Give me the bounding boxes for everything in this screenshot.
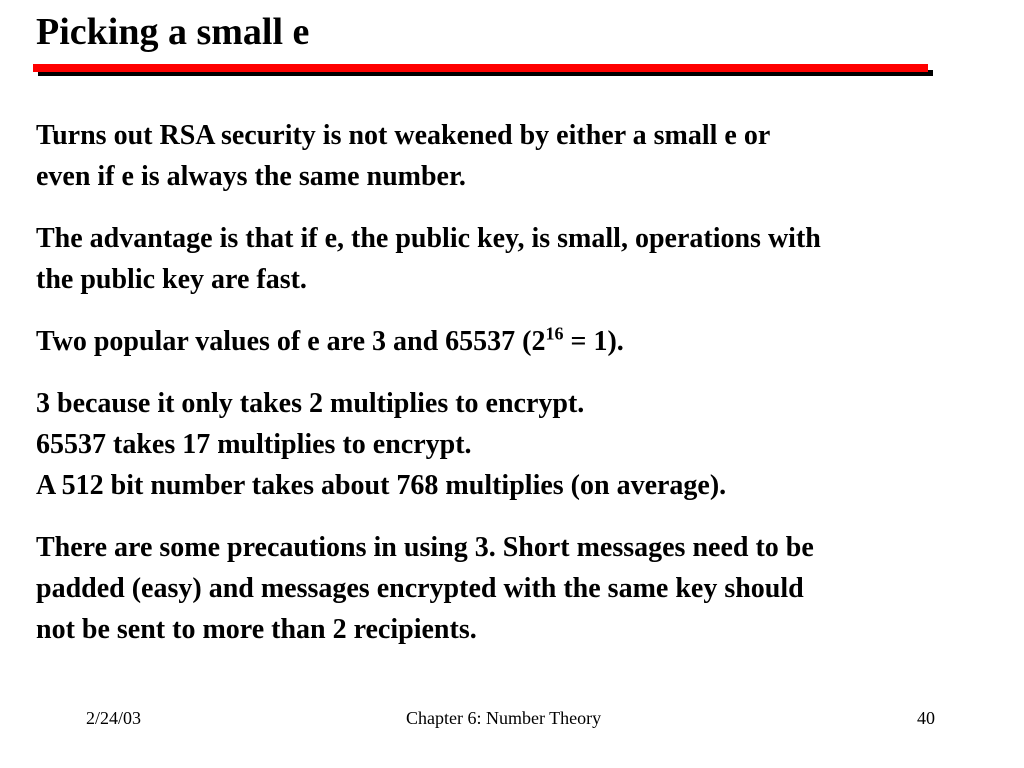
footer-page-number: 40 bbox=[917, 708, 935, 728]
paragraph-line: Turns out RSA security is not weakened by either a small e or bbox=[36, 120, 771, 151]
paragraph-advantage bbox=[36, 218, 996, 300]
title-rule bbox=[33, 64, 928, 72]
paragraph-line: the public key are fast. bbox=[36, 264, 307, 295]
paragraph-line: not be sent to more than 2 recipients. bbox=[36, 614, 477, 645]
popular-values-suffix: = 1). bbox=[563, 326, 624, 357]
footer-date: 2/24/03 bbox=[86, 708, 142, 728]
paragraph-line: A 512 bit number takes about 768 multiplies (on average). bbox=[36, 470, 727, 501]
paragraph-rsa-security bbox=[36, 115, 996, 197]
paragraph-line: even if e is always the same number. bbox=[36, 161, 466, 192]
paragraph-line: padded (easy) and messages encrypted with the same key should bbox=[36, 573, 804, 604]
paragraph-popular-values bbox=[36, 321, 996, 362]
paragraph-line bbox=[36, 321, 996, 362]
paragraph-multiplies bbox=[36, 383, 996, 506]
exponent: 16 bbox=[545, 323, 564, 344]
paragraph-line: 3 because it only takes 2 multiplies to encrypt. bbox=[36, 388, 585, 419]
paragraph-line: There are some precautions in using 3. Short messages need to be bbox=[36, 532, 814, 563]
footer-chapter: Chapter 6: Number Theory bbox=[406, 708, 602, 728]
popular-values-prefix: Two popular values of e are 3 and 65537 (2 bbox=[36, 326, 546, 357]
slide-title: Picking a small e bbox=[36, 11, 310, 53]
paragraph-precautions bbox=[36, 527, 996, 650]
slide-body bbox=[36, 115, 996, 671]
paragraph-line: The advantage is that if e, the public key, is small, operations with bbox=[36, 223, 821, 254]
paragraph-line: 65537 takes 17 multiplies to encrypt. bbox=[36, 429, 472, 460]
